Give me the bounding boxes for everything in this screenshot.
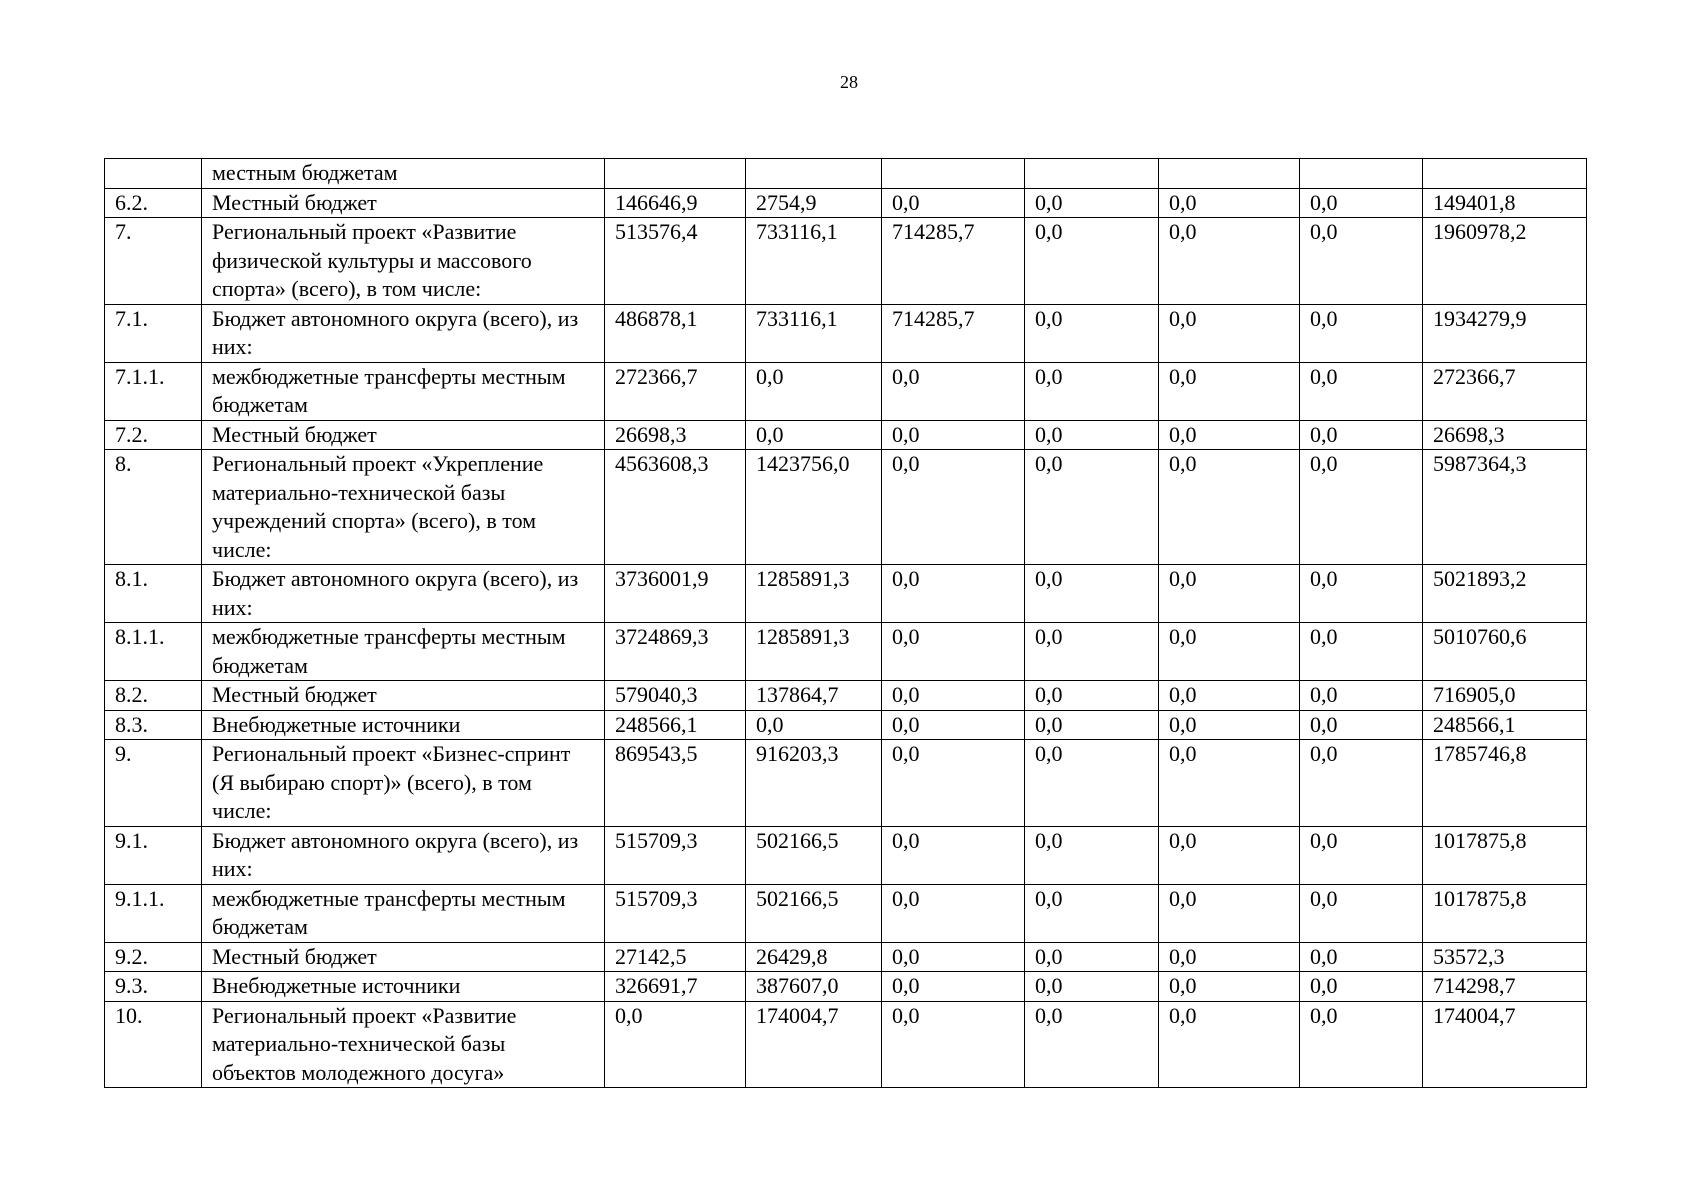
value-cell: 0,0 xyxy=(1159,826,1300,884)
value-cell: 1017875,8 xyxy=(1423,884,1587,942)
value-cell: 0,0 xyxy=(882,826,1025,884)
value-cell: 0,0 xyxy=(605,1001,746,1088)
row-name-cell: Местный бюджет xyxy=(202,188,605,218)
value-cell: 1423756,0 xyxy=(746,450,882,565)
value-cell: 326691,7 xyxy=(605,972,746,1002)
value-cell: 0,0 xyxy=(1300,972,1423,1002)
value-cell: 0,0 xyxy=(882,450,1025,565)
value-cell: 0,0 xyxy=(1025,450,1159,565)
value-cell: 0,0 xyxy=(1300,188,1423,218)
value-cell: 0,0 xyxy=(1025,218,1159,305)
table-row xyxy=(105,450,1587,565)
value-cell: 0,0 xyxy=(1300,681,1423,711)
value-cell: 0,0 xyxy=(1300,884,1423,942)
value-cell: 486878,1 xyxy=(605,304,746,362)
row-name-cell: Местный бюджет xyxy=(202,420,605,450)
value-cell: 0,0 xyxy=(1300,826,1423,884)
row-name-cell: Внебюджетные источники xyxy=(202,710,605,740)
value-cell: 1934279,9 xyxy=(1423,304,1587,362)
row-name-cell: Региональный проект «Укрепление материально-технической базы учреждений спорта» (всего), в том числе: xyxy=(202,450,605,565)
row-number-cell: 9.1. xyxy=(105,826,202,884)
value-cell: 248566,1 xyxy=(1423,710,1587,740)
value-cell: 0,0 xyxy=(1300,1001,1423,1088)
value-cell: 0,0 xyxy=(1300,710,1423,740)
value-cell: 0,0 xyxy=(1159,565,1300,623)
value-cell: 137864,7 xyxy=(746,681,882,711)
value-cell: 0,0 xyxy=(882,942,1025,972)
table-row xyxy=(105,304,1587,362)
value-cell: 248566,1 xyxy=(605,710,746,740)
value-cell: 869543,5 xyxy=(605,740,746,827)
value-cell: 0,0 xyxy=(1159,942,1300,972)
row-name-cell: межбюджетные трансферты местным бюджетам xyxy=(202,362,605,420)
value-cell: 733116,1 xyxy=(746,304,882,362)
value-cell: 0,0 xyxy=(1300,450,1423,565)
row-number-cell: 7.1. xyxy=(105,304,202,362)
table-row xyxy=(105,710,1587,740)
budget-table xyxy=(104,158,1587,1088)
value-cell: 0,0 xyxy=(1025,681,1159,711)
value-cell: 0,0 xyxy=(1300,304,1423,362)
value-cell: 0,0 xyxy=(882,740,1025,827)
value-cell: 0,0 xyxy=(1025,304,1159,362)
row-number-cell: 8.1.1. xyxy=(105,623,202,681)
value-cell: 149401,8 xyxy=(1423,188,1587,218)
value-cell: 0,0 xyxy=(1025,710,1159,740)
value-cell: 0,0 xyxy=(1159,710,1300,740)
value-cell: 3736001,9 xyxy=(605,565,746,623)
value-cell: 0,0 xyxy=(1159,304,1300,362)
value-cell: 1017875,8 xyxy=(1423,826,1587,884)
value-cell: 0,0 xyxy=(1025,942,1159,972)
row-number-cell: 7. xyxy=(105,218,202,305)
row-number-cell: 10. xyxy=(105,1001,202,1088)
value-cell: 0,0 xyxy=(1159,884,1300,942)
value-cell: 0,0 xyxy=(746,710,882,740)
table-row xyxy=(105,159,1587,189)
value-cell: 5987364,3 xyxy=(1423,450,1587,565)
row-name-cell: Региональный проект «Развитие физической культуры и массового спорта» (всего), в том числе: xyxy=(202,218,605,305)
value-cell: 0,0 xyxy=(746,420,882,450)
value-cell: 733116,1 xyxy=(746,218,882,305)
value-cell: 0,0 xyxy=(882,681,1025,711)
value-cell: 716905,0 xyxy=(1423,681,1587,711)
value-cell: 174004,7 xyxy=(746,1001,882,1088)
value-cell: 1785746,8 xyxy=(1423,740,1587,827)
table-body xyxy=(105,159,1587,1088)
row-name-cell: Местный бюджет xyxy=(202,942,605,972)
value-cell: 0,0 xyxy=(1159,450,1300,565)
value-cell: 0,0 xyxy=(882,420,1025,450)
value-cell: 0,0 xyxy=(1025,972,1159,1002)
table-row xyxy=(105,884,1587,942)
row-name-cell: Региональный проект «Развитие материально-технической базы объектов молодежного досуга» xyxy=(202,1001,605,1088)
row-name-cell: Бюджет автономного округа (всего), из них: xyxy=(202,304,605,362)
value-cell xyxy=(605,159,746,189)
table-row xyxy=(105,420,1587,450)
value-cell: 515709,3 xyxy=(605,826,746,884)
value-cell: 714285,7 xyxy=(882,218,1025,305)
value-cell: 0,0 xyxy=(1025,188,1159,218)
value-cell: 0,0 xyxy=(1159,972,1300,1002)
row-name-cell: Местный бюджет xyxy=(202,681,605,711)
value-cell: 1285891,3 xyxy=(746,565,882,623)
table-row xyxy=(105,362,1587,420)
value-cell: 2754,9 xyxy=(746,188,882,218)
value-cell: 0,0 xyxy=(1300,740,1423,827)
value-cell: 916203,3 xyxy=(746,740,882,827)
value-cell: 387607,0 xyxy=(746,972,882,1002)
value-cell: 0,0 xyxy=(1300,942,1423,972)
value-cell: 0,0 xyxy=(882,972,1025,1002)
row-number-cell: 8. xyxy=(105,450,202,565)
table-row xyxy=(105,1001,1587,1088)
value-cell: 0,0 xyxy=(1025,1001,1159,1088)
value-cell: 0,0 xyxy=(1159,362,1300,420)
row-name-cell: межбюджетные трансферты местным бюджетам xyxy=(202,623,605,681)
value-cell: 0,0 xyxy=(1159,188,1300,218)
value-cell: 0,0 xyxy=(1025,884,1159,942)
table-row xyxy=(105,740,1587,827)
value-cell xyxy=(1025,159,1159,189)
row-number-cell: 9. xyxy=(105,740,202,827)
table-row xyxy=(105,972,1587,1002)
value-cell xyxy=(882,159,1025,189)
value-cell: 1960978,2 xyxy=(1423,218,1587,305)
row-number-cell: 8.3. xyxy=(105,710,202,740)
row-number-cell: 9.2. xyxy=(105,942,202,972)
value-cell: 26698,3 xyxy=(1423,420,1587,450)
value-cell: 26698,3 xyxy=(605,420,746,450)
value-cell: 146646,9 xyxy=(605,188,746,218)
row-number-cell xyxy=(105,159,202,189)
value-cell: 0,0 xyxy=(1300,362,1423,420)
value-cell: 0,0 xyxy=(882,565,1025,623)
row-number-cell: 8.2. xyxy=(105,681,202,711)
value-cell: 0,0 xyxy=(882,623,1025,681)
value-cell: 53572,3 xyxy=(1423,942,1587,972)
value-cell xyxy=(1300,159,1423,189)
value-cell: 27142,5 xyxy=(605,942,746,972)
value-cell: 1285891,3 xyxy=(746,623,882,681)
value-cell: 0,0 xyxy=(1025,565,1159,623)
value-cell: 515709,3 xyxy=(605,884,746,942)
row-name-cell: Внебюджетные источники xyxy=(202,972,605,1002)
row-name-cell: межбюджетные трансферты местным бюджетам xyxy=(202,884,605,942)
value-cell: 0,0 xyxy=(1159,420,1300,450)
row-number-cell: 9.3. xyxy=(105,972,202,1002)
row-number-cell: 7.2. xyxy=(105,420,202,450)
value-cell: 513576,4 xyxy=(605,218,746,305)
value-cell: 0,0 xyxy=(882,188,1025,218)
value-cell: 714298,7 xyxy=(1423,972,1587,1002)
value-cell: 0,0 xyxy=(882,710,1025,740)
row-name-cell: Региональный проект «Бизнес-спринт (Я выбираю спорт)» (всего), в том числе: xyxy=(202,740,605,827)
row-number-cell: 7.1.1. xyxy=(105,362,202,420)
value-cell xyxy=(1159,159,1300,189)
value-cell: 5021893,2 xyxy=(1423,565,1587,623)
value-cell: 0,0 xyxy=(1025,420,1159,450)
table-row xyxy=(105,623,1587,681)
row-name-cell: местным бюджетам xyxy=(202,159,605,189)
value-cell: 174004,7 xyxy=(1423,1001,1587,1088)
row-name-cell: Бюджет автономного округа (всего), из них: xyxy=(202,565,605,623)
value-cell: 0,0 xyxy=(882,884,1025,942)
value-cell: 5010760,6 xyxy=(1423,623,1587,681)
value-cell: 272366,7 xyxy=(605,362,746,420)
value-cell: 579040,3 xyxy=(605,681,746,711)
table-row xyxy=(105,565,1587,623)
value-cell: 0,0 xyxy=(1025,362,1159,420)
value-cell: 0,0 xyxy=(1159,740,1300,827)
value-cell: 0,0 xyxy=(1025,740,1159,827)
value-cell: 272366,7 xyxy=(1423,362,1587,420)
table-row xyxy=(105,188,1587,218)
value-cell: 0,0 xyxy=(882,1001,1025,1088)
row-number-cell: 6.2. xyxy=(105,188,202,218)
value-cell: 0,0 xyxy=(1159,1001,1300,1088)
value-cell: 0,0 xyxy=(882,362,1025,420)
value-cell: 0,0 xyxy=(1159,218,1300,305)
value-cell xyxy=(1423,159,1587,189)
table-row xyxy=(105,218,1587,305)
value-cell: 714285,7 xyxy=(882,304,1025,362)
row-number-cell: 8.1. xyxy=(105,565,202,623)
value-cell xyxy=(746,159,882,189)
value-cell: 502166,5 xyxy=(746,884,882,942)
value-cell: 0,0 xyxy=(1025,623,1159,681)
value-cell: 0,0 xyxy=(1025,826,1159,884)
table-row xyxy=(105,942,1587,972)
table-row xyxy=(105,681,1587,711)
row-name-cell: Бюджет автономного округа (всего), из них: xyxy=(202,826,605,884)
value-cell: 0,0 xyxy=(1159,681,1300,711)
value-cell: 0,0 xyxy=(1300,218,1423,305)
table-row xyxy=(105,826,1587,884)
value-cell: 0,0 xyxy=(1300,420,1423,450)
value-cell: 3724869,3 xyxy=(605,623,746,681)
value-cell: 0,0 xyxy=(1300,623,1423,681)
value-cell: 26429,8 xyxy=(746,942,882,972)
row-number-cell: 9.1.1. xyxy=(105,884,202,942)
value-cell: 0,0 xyxy=(746,362,882,420)
value-cell: 4563608,3 xyxy=(605,450,746,565)
value-cell: 0,0 xyxy=(1300,565,1423,623)
value-cell: 0,0 xyxy=(1159,623,1300,681)
page-number: 28 xyxy=(840,72,858,92)
value-cell: 502166,5 xyxy=(746,826,882,884)
